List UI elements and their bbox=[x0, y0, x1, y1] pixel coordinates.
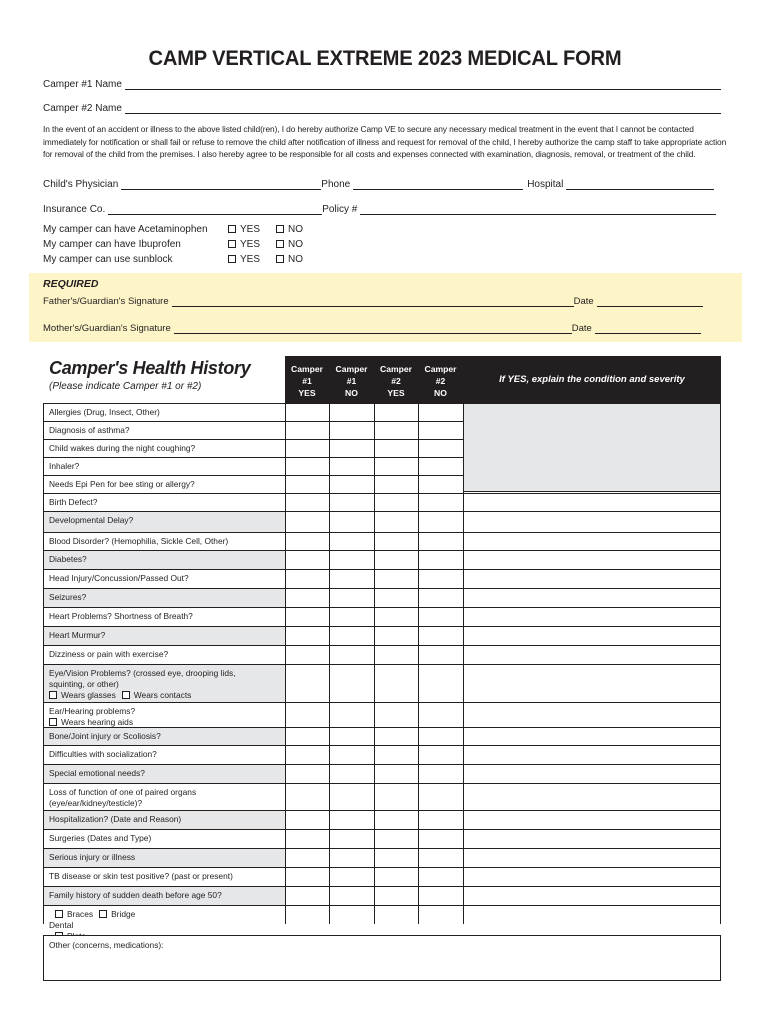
option-label: Wears glasses bbox=[61, 690, 116, 700]
answer-cell[interactable] bbox=[329, 784, 374, 810]
answer-cell[interactable] bbox=[329, 703, 374, 727]
hospital-label: Hospital bbox=[527, 179, 564, 190]
explain-cell[interactable] bbox=[463, 608, 721, 626]
answer-cell[interactable] bbox=[329, 765, 374, 783]
table-row bbox=[43, 702, 721, 727]
answer-cell[interactable] bbox=[285, 703, 329, 727]
answer-cell[interactable] bbox=[418, 728, 463, 745]
answer-cell[interactable] bbox=[285, 830, 329, 848]
answer-cell[interactable] bbox=[285, 533, 329, 550]
answer-cell[interactable] bbox=[374, 887, 418, 905]
question-label: Dental bbox=[49, 920, 74, 930]
answer-cell[interactable] bbox=[418, 458, 463, 475]
no-label: NO bbox=[288, 254, 303, 265]
question-cell bbox=[43, 512, 285, 532]
option-checkbox[interactable] bbox=[122, 691, 130, 699]
question-label: Allergies (Drug, Insect, Other) bbox=[49, 407, 160, 417]
column-header: Camper #1 YES bbox=[291, 364, 323, 398]
answer-cell[interactable] bbox=[374, 476, 418, 493]
answer-cell[interactable] bbox=[285, 765, 329, 783]
required-section bbox=[29, 273, 742, 342]
explain-cell[interactable] bbox=[463, 627, 721, 645]
explain-cell[interactable] bbox=[463, 887, 721, 905]
question-cell bbox=[43, 494, 285, 511]
yes-label: YES bbox=[240, 224, 261, 235]
answer-cell[interactable] bbox=[285, 887, 329, 905]
answer-cell[interactable] bbox=[285, 422, 329, 439]
question-cell bbox=[43, 703, 285, 727]
answer-cell[interactable] bbox=[374, 665, 418, 702]
table-row bbox=[43, 886, 721, 905]
explain-cell[interactable] bbox=[463, 589, 721, 607]
question-label: Child wakes during the night coughing? bbox=[49, 443, 196, 453]
camper1-name-field[interactable] bbox=[125, 81, 721, 90]
question-label: Developmental Delay? bbox=[49, 515, 134, 525]
question-cell bbox=[43, 665, 285, 702]
answer-cell[interactable] bbox=[329, 811, 374, 829]
table-header bbox=[285, 356, 721, 403]
answer-cell[interactable] bbox=[285, 512, 329, 532]
father-signature-label: Father's/Guardian's Signature bbox=[43, 296, 169, 307]
explain-cell[interactable] bbox=[463, 533, 721, 550]
option-checkbox[interactable] bbox=[49, 718, 57, 726]
table-row bbox=[43, 905, 721, 930]
answer-cell[interactable] bbox=[374, 458, 418, 475]
answer-cell[interactable] bbox=[329, 476, 374, 493]
physician-row bbox=[43, 179, 714, 190]
table-row bbox=[43, 867, 721, 886]
policy-field[interactable] bbox=[360, 206, 716, 215]
answer-cell[interactable] bbox=[329, 570, 374, 588]
mother-signature-label: Mother's/Guardian's Signature bbox=[43, 323, 171, 334]
answer-cell[interactable] bbox=[418, 494, 463, 511]
answer-cell[interactable] bbox=[418, 551, 463, 569]
answer-cell[interactable] bbox=[418, 868, 463, 886]
camper1-name-label: Camper #1 Name bbox=[43, 79, 122, 90]
answer-cell[interactable] bbox=[374, 512, 418, 532]
question-label-cont: (eye/ear/kidney/testicle)? bbox=[49, 798, 143, 808]
explain-header: If YES, explain the condition and severity bbox=[499, 374, 685, 385]
table-row bbox=[43, 745, 721, 764]
answer-cell[interactable] bbox=[374, 422, 418, 439]
answer-cell[interactable] bbox=[285, 494, 329, 511]
table-row bbox=[43, 588, 721, 607]
explain-cell[interactable] bbox=[463, 784, 721, 810]
answer-cell[interactable] bbox=[418, 746, 463, 764]
answer-cell[interactable] bbox=[374, 784, 418, 810]
question-label: Family history of sudden death before age 50? bbox=[49, 890, 222, 900]
question-label: TB disease or skin test positive? (past or present) bbox=[49, 871, 233, 881]
med-question-label: My camper can have Acetaminophen bbox=[43, 224, 208, 235]
answer-cell[interactable] bbox=[285, 811, 329, 829]
no-label: NO bbox=[288, 239, 303, 250]
answer-cell[interactable] bbox=[329, 422, 374, 439]
question-cell bbox=[43, 570, 285, 588]
answer-cell[interactable] bbox=[285, 458, 329, 475]
answer-cell[interactable] bbox=[285, 646, 329, 664]
insurance-row bbox=[43, 204, 716, 215]
no-checkbox[interactable] bbox=[276, 225, 284, 233]
question-label: Diagnosis of asthma? bbox=[49, 425, 130, 435]
answer-cell[interactable] bbox=[418, 665, 463, 702]
required-title: REQUIRED bbox=[43, 278, 99, 290]
question-cell bbox=[43, 476, 285, 493]
question-label: Heart Murmur? bbox=[49, 630, 106, 640]
question-label: Head Injury/Concussion/Passed Out? bbox=[49, 573, 189, 583]
answer-cell[interactable] bbox=[329, 627, 374, 645]
answer-cell[interactable] bbox=[285, 728, 329, 745]
answer-cell[interactable] bbox=[374, 849, 418, 867]
option-label: Wears contacts bbox=[133, 690, 192, 700]
yes-checkbox[interactable] bbox=[228, 240, 236, 248]
explain-cell[interactable] bbox=[463, 906, 721, 924]
mother-date-field[interactable] bbox=[595, 325, 701, 334]
answer-cell[interactable] bbox=[418, 476, 463, 493]
option-checkbox[interactable] bbox=[49, 691, 57, 699]
answer-cell[interactable] bbox=[285, 570, 329, 588]
answer-cell[interactable] bbox=[329, 494, 374, 511]
question-label: Loss of function of one of paired organs bbox=[49, 787, 197, 797]
answer-cell[interactable] bbox=[418, 440, 463, 457]
answer-cell[interactable] bbox=[374, 868, 418, 886]
table-row bbox=[43, 493, 721, 511]
health-history-title: Camper's Health History bbox=[49, 358, 251, 378]
table-row bbox=[43, 626, 721, 645]
question-cell bbox=[43, 458, 285, 475]
answer-cell[interactable] bbox=[374, 811, 418, 829]
answer-cell[interactable] bbox=[329, 608, 374, 626]
health-history-subtitle: (Please indicate Camper #1 or #2) bbox=[49, 381, 202, 392]
answer-cell[interactable] bbox=[285, 906, 329, 924]
answer-cell[interactable] bbox=[285, 476, 329, 493]
answer-cell[interactable] bbox=[329, 830, 374, 848]
answer-cell[interactable] bbox=[329, 746, 374, 764]
option-checkbox[interactable] bbox=[55, 910, 63, 918]
question-label: Inhaler? bbox=[49, 461, 80, 471]
yes-label: YES bbox=[240, 254, 261, 265]
answer-cell[interactable] bbox=[329, 589, 374, 607]
question-cell bbox=[43, 608, 285, 626]
insurance-field[interactable] bbox=[108, 206, 322, 215]
question-label: Surgeries (Dates and Type) bbox=[49, 833, 152, 843]
answer-cell[interactable] bbox=[285, 589, 329, 607]
answer-cell[interactable] bbox=[418, 646, 463, 664]
question-label-cont: squinting, or other) bbox=[49, 679, 119, 689]
question-cell bbox=[43, 784, 285, 810]
other-concerns-label: Other (concerns, medications): bbox=[49, 940, 164, 950]
answer-cell[interactable] bbox=[418, 570, 463, 588]
question-cell bbox=[43, 627, 285, 645]
option-label: Wears hearing aids bbox=[61, 717, 134, 727]
question-label: Dizziness or pain with exercise? bbox=[49, 649, 169, 659]
answer-cell[interactable] bbox=[374, 494, 418, 511]
answer-cell[interactable] bbox=[374, 551, 418, 569]
answer-cell[interactable] bbox=[418, 765, 463, 783]
answer-cell[interactable] bbox=[418, 422, 463, 439]
phone-label: Phone bbox=[321, 179, 351, 190]
answer-cell[interactable] bbox=[285, 849, 329, 867]
father-signature-row bbox=[43, 296, 703, 307]
father-date-field[interactable] bbox=[597, 298, 703, 307]
mother-signature-row bbox=[43, 323, 701, 334]
question-label: Heart Problems? Shortness of Breath? bbox=[49, 611, 193, 621]
date-label: Date bbox=[573, 296, 594, 307]
question-cell bbox=[43, 422, 285, 439]
question-label: Serious injury or illness bbox=[49, 852, 136, 862]
question-cell bbox=[43, 404, 285, 421]
no-checkbox[interactable] bbox=[276, 240, 284, 248]
table-row bbox=[43, 764, 721, 783]
explain-cell[interactable] bbox=[463, 830, 721, 848]
explain-cell[interactable] bbox=[463, 551, 721, 569]
explain-cell[interactable] bbox=[463, 868, 721, 886]
option-label: Braces bbox=[67, 909, 94, 919]
explain-field[interactable] bbox=[463, 403, 721, 492]
answer-cell[interactable] bbox=[374, 589, 418, 607]
table-row bbox=[43, 783, 721, 810]
camper2-name-field[interactable] bbox=[125, 105, 721, 114]
question-cell bbox=[43, 868, 285, 886]
yes-checkbox[interactable] bbox=[228, 255, 236, 263]
answer-cell[interactable] bbox=[374, 570, 418, 588]
answer-cell[interactable] bbox=[329, 728, 374, 745]
column-header: Camper #2 NO bbox=[424, 364, 457, 398]
table-row bbox=[43, 848, 721, 867]
camper2-name-row bbox=[43, 103, 721, 114]
answer-cell[interactable] bbox=[418, 703, 463, 727]
answer-cell[interactable] bbox=[418, 627, 463, 645]
answer-cell[interactable] bbox=[285, 868, 329, 886]
explain-cell[interactable] bbox=[463, 746, 721, 764]
answer-cell[interactable] bbox=[285, 608, 329, 626]
answer-cell[interactable] bbox=[285, 551, 329, 569]
question-label: Blood Disorder? (Hemophilia, Sickle Cell, Other) bbox=[49, 536, 229, 546]
table-row bbox=[43, 569, 721, 588]
question-cell bbox=[43, 533, 285, 550]
yes-checkbox[interactable] bbox=[228, 225, 236, 233]
table-row bbox=[43, 550, 721, 569]
question-cell bbox=[43, 811, 285, 829]
answer-cell[interactable] bbox=[374, 440, 418, 457]
authorization-paragraph: In the event of an accident or illness to the above listed child(ren), I do hereby authorize Camp VE to secure any necessary medical treatment in the event that I cannot be contacted immediately for notification or shall fail or refuse to remove the child after notification of illness and request for removal of the child, I hereby authorize the camp staff to take appropriate action for removal of the child from the premises. I also hereby agree to be responsible for all costs and expenses connected with examination, diagnosis, removal, or treatment of the child. bbox=[43, 124, 727, 160]
question-cell bbox=[43, 589, 285, 607]
question-cell bbox=[43, 849, 285, 867]
option-label: Bridge bbox=[111, 909, 136, 919]
answer-cell[interactable] bbox=[329, 458, 374, 475]
answer-cell[interactable] bbox=[374, 728, 418, 745]
table-row bbox=[43, 829, 721, 848]
question-label: Eye/Vision Problems? (crossed eye, drooping lids, bbox=[49, 668, 236, 678]
answer-cell[interactable] bbox=[418, 404, 463, 421]
answer-cell[interactable] bbox=[329, 646, 374, 664]
answer-cell[interactable] bbox=[418, 533, 463, 550]
question-label: Special emotional needs? bbox=[49, 768, 145, 778]
date-label: Date bbox=[571, 323, 592, 334]
column-header: Camper #2 YES bbox=[380, 364, 412, 398]
answer-cell[interactable] bbox=[374, 830, 418, 848]
question-cell bbox=[43, 551, 285, 569]
camper1-name-row bbox=[43, 79, 721, 90]
answer-cell[interactable] bbox=[418, 887, 463, 905]
camper2-name-label: Camper #2 Name bbox=[43, 103, 122, 114]
answer-cell[interactable] bbox=[374, 765, 418, 783]
explain-cell[interactable] bbox=[463, 849, 721, 867]
answer-cell[interactable] bbox=[285, 404, 329, 421]
hospital-field[interactable] bbox=[566, 181, 714, 190]
answer-cell[interactable] bbox=[374, 627, 418, 645]
answer-cell[interactable] bbox=[329, 849, 374, 867]
explain-cell[interactable] bbox=[463, 811, 721, 829]
question-label: Birth Defect? bbox=[49, 497, 98, 507]
explain-cell[interactable] bbox=[463, 665, 721, 702]
policy-label: Policy # bbox=[322, 204, 358, 215]
yes-label: YES bbox=[240, 239, 261, 250]
answer-cell[interactable] bbox=[374, 906, 418, 924]
answer-cell[interactable] bbox=[374, 646, 418, 664]
question-cell bbox=[43, 646, 285, 664]
answer-cell[interactable] bbox=[329, 404, 374, 421]
no-checkbox[interactable] bbox=[276, 255, 284, 263]
question-cell bbox=[43, 887, 285, 905]
answer-cell[interactable] bbox=[329, 533, 374, 550]
other-concerns-field[interactable] bbox=[43, 935, 721, 981]
question-cell bbox=[43, 765, 285, 783]
question-cell bbox=[43, 746, 285, 764]
answer-cell[interactable] bbox=[374, 533, 418, 550]
answer-cell[interactable] bbox=[285, 440, 329, 457]
option-checkbox[interactable] bbox=[99, 910, 107, 918]
phone-field[interactable] bbox=[353, 181, 523, 190]
answer-cell[interactable] bbox=[418, 589, 463, 607]
question-label: Diabetes? bbox=[49, 554, 87, 564]
answer-cell[interactable] bbox=[418, 608, 463, 626]
answer-cell[interactable] bbox=[329, 887, 374, 905]
question-label: Ear/Hearing problems? bbox=[49, 706, 136, 716]
mother-signature-field[interactable] bbox=[174, 325, 572, 334]
table-row bbox=[43, 511, 721, 532]
answer-cell[interactable] bbox=[285, 746, 329, 764]
table-row bbox=[43, 645, 721, 664]
answer-cell[interactable] bbox=[285, 627, 329, 645]
answer-cell[interactable] bbox=[374, 746, 418, 764]
answer-cell[interactable] bbox=[418, 811, 463, 829]
med-question-label: My camper can have Ibuprofen bbox=[43, 239, 181, 250]
physician-field[interactable] bbox=[121, 181, 321, 190]
question-cell bbox=[43, 830, 285, 848]
answer-cell[interactable] bbox=[285, 665, 329, 702]
question-cell bbox=[43, 906, 285, 930]
table-row bbox=[43, 607, 721, 626]
question-label: Bone/Joint injury or Scoliosis? bbox=[49, 731, 161, 741]
question-cell bbox=[43, 440, 285, 457]
explain-cell[interactable] bbox=[463, 494, 721, 511]
question-label: Seizures? bbox=[49, 592, 87, 602]
answer-cell[interactable] bbox=[329, 868, 374, 886]
answer-cell[interactable] bbox=[374, 404, 418, 421]
answer-cell[interactable] bbox=[329, 512, 374, 532]
table-row bbox=[43, 532, 721, 550]
table-row bbox=[43, 727, 721, 745]
question-label: Hospitalization? (Date and Reason) bbox=[49, 814, 182, 824]
column-header: Camper #1 NO bbox=[335, 364, 368, 398]
answer-cell[interactable] bbox=[329, 906, 374, 924]
answer-cell[interactable] bbox=[374, 608, 418, 626]
answer-cell[interactable] bbox=[418, 906, 463, 924]
no-label: NO bbox=[288, 224, 303, 235]
answer-cell[interactable] bbox=[329, 440, 374, 457]
med-question-label: My camper can use sunblock bbox=[43, 254, 173, 265]
answer-cell[interactable] bbox=[418, 512, 463, 532]
explain-cell[interactable] bbox=[463, 703, 721, 727]
answer-cell[interactable] bbox=[374, 703, 418, 727]
answer-cell[interactable] bbox=[285, 784, 329, 810]
physician-label: Child's Physician bbox=[43, 179, 119, 190]
father-signature-field[interactable] bbox=[172, 298, 574, 307]
answer-cell[interactable] bbox=[418, 830, 463, 848]
explain-cell[interactable] bbox=[463, 728, 721, 745]
explain-cell[interactable] bbox=[463, 570, 721, 588]
answer-cell[interactable] bbox=[329, 551, 374, 569]
question-label: Needs Epi Pen for bee sting or allergy? bbox=[49, 479, 195, 489]
explain-cell[interactable] bbox=[463, 512, 721, 532]
table-row bbox=[43, 810, 721, 829]
explain-cell[interactable] bbox=[463, 765, 721, 783]
explain-cell[interactable] bbox=[463, 646, 721, 664]
answer-cell[interactable] bbox=[329, 665, 374, 702]
insurance-label: Insurance Co. bbox=[43, 204, 106, 215]
question-cell bbox=[43, 728, 285, 745]
answer-cell[interactable] bbox=[418, 784, 463, 810]
form-title: CAMP VERTICAL EXTREME 2023 MEDICAL FORM bbox=[148, 47, 622, 70]
table-row bbox=[43, 664, 721, 702]
answer-cell[interactable] bbox=[418, 849, 463, 867]
question-label: Difficulties with socialization? bbox=[49, 749, 157, 759]
